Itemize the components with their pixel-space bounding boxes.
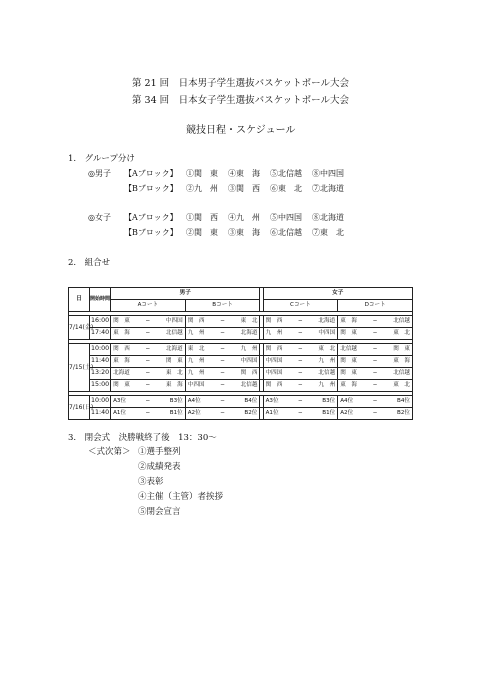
header-time: 開始時間 (90, 288, 111, 312)
team-home: A1位 (265, 409, 279, 416)
match (111, 383, 185, 389)
team-home: 中四国 (265, 357, 283, 364)
team-home: 関 東 (113, 381, 130, 388)
match-cell (263, 356, 338, 368)
match-cell (185, 396, 260, 408)
match (264, 331, 338, 337)
section3-heading: 3. 閉会式 決勝戦終了後 13：30～ (68, 433, 217, 443)
section2-heading: 2. 組合せ (68, 258, 111, 268)
team-away: 東 海 (393, 357, 410, 364)
group-team: ⑧北海道 (312, 213, 344, 222)
match-cell (185, 344, 260, 356)
group-label: ◎女子 (88, 213, 111, 222)
team-home: 東 北 (187, 345, 205, 352)
ceremony-item: ③表彰 (138, 477, 164, 487)
match-dash: − (298, 381, 303, 388)
team-home: 関 西 (265, 381, 283, 388)
match-dash: − (372, 397, 378, 404)
group-block: 【Bブロック】 (124, 228, 178, 237)
team-home: 中四国 (187, 381, 205, 388)
match-cell (111, 328, 186, 340)
match-dash: − (145, 381, 151, 388)
table-row (69, 380, 413, 392)
day-cell: 7/16(日) (69, 396, 90, 420)
match-dash: − (220, 357, 225, 364)
group-label: ◎男子 (88, 169, 111, 178)
match-dash: − (298, 397, 303, 404)
match (111, 371, 185, 377)
match (186, 359, 260, 365)
match-cell (263, 328, 338, 340)
match-cell (111, 368, 186, 380)
match-cell (338, 316, 413, 328)
group-team: ⑤北信越 (270, 169, 302, 178)
header-court-b: Bコート (185, 300, 260, 312)
match-dash: − (372, 317, 378, 324)
group-team: ⑤中四国 (270, 213, 302, 222)
match-dash: − (298, 329, 303, 336)
group-block: 【Aブロック】 (124, 213, 178, 222)
match-cell (111, 396, 186, 408)
group-team: ①関 東 (186, 169, 218, 178)
match-cell (338, 344, 413, 356)
match-dash: − (372, 345, 378, 352)
team-away: 北海道 (240, 329, 258, 336)
group-team: ④東 海 (228, 169, 260, 178)
team-home: A3位 (113, 397, 127, 404)
team-away: B4位 (397, 397, 410, 404)
team-away: 北信越 (240, 381, 258, 388)
team-away: 東 北 (240, 317, 258, 324)
time-cell: 11:40 (90, 356, 111, 368)
match-cell (263, 316, 338, 328)
match-cell (111, 380, 186, 392)
team-away: 北海道 (318, 317, 336, 324)
match (186, 399, 260, 405)
match-cell (338, 396, 413, 408)
match (338, 359, 412, 365)
match-dash: − (145, 357, 151, 364)
time-cell: 11:40 (90, 408, 111, 420)
team-home: 九 州 (187, 369, 205, 376)
match (111, 399, 185, 405)
team-away: 北海道 (165, 345, 183, 352)
team-away: 東 北 (393, 381, 410, 388)
match-dash: − (145, 369, 151, 376)
match-dash: − (372, 369, 378, 376)
match-dash: − (298, 317, 303, 324)
group-team: ⑦東 北 (312, 228, 344, 237)
team-home: 関 東 (340, 369, 358, 376)
team-away: 関 東 (393, 345, 410, 352)
table-row (69, 368, 413, 380)
group-block: 【Aブロック】 (124, 169, 178, 178)
ceremony-item: ④主催（主管）者挨拶 (138, 492, 224, 502)
team-home: A2位 (340, 409, 354, 416)
team-home: A1位 (113, 409, 127, 416)
match-dash: − (372, 409, 378, 416)
title-men: 第 21 回 日本男子学生選抜バスケットボール大会 (132, 78, 349, 89)
match (111, 331, 185, 337)
match (338, 319, 412, 325)
match-dash: − (298, 409, 303, 416)
header-court-d: Dコート (338, 300, 413, 312)
team-away: 関 西 (240, 369, 258, 376)
team-away: B2位 (244, 409, 258, 416)
match-dash: − (220, 329, 225, 336)
match-dash: − (372, 357, 378, 364)
page-subtitle: 競技日程・スケジュール (186, 125, 296, 136)
match (338, 347, 412, 353)
team-home: 北信越 (340, 345, 358, 352)
header-men: 男子 (111, 288, 260, 300)
team-away: 北信越 (165, 329, 183, 336)
match (264, 319, 338, 325)
match (186, 411, 260, 417)
team-home: 関 西 (265, 345, 283, 352)
match (186, 383, 260, 389)
table-row (69, 356, 413, 368)
match-cell (185, 356, 260, 368)
team-home: 東 海 (113, 329, 130, 336)
time-cell: 17:40 (90, 328, 111, 340)
team-home: 関 東 (340, 357, 358, 364)
match (338, 371, 412, 377)
match-dash: − (372, 329, 378, 336)
match (264, 411, 338, 417)
match-cell (185, 380, 260, 392)
match-dash: − (145, 329, 151, 336)
team-away: 東 北 (318, 345, 336, 352)
team-home: A3位 (265, 397, 279, 404)
team-home: 関 東 (340, 329, 358, 336)
match (338, 399, 412, 405)
match (264, 399, 338, 405)
match-cell (263, 396, 338, 408)
match-cell (338, 408, 413, 420)
day-cell: 7/15(土) (69, 344, 90, 392)
ceremony-item: ②成績発表 (138, 462, 181, 472)
team-away: 中四国 (165, 317, 183, 324)
team-home: 九 州 (187, 357, 205, 364)
team-away: B4位 (244, 397, 258, 404)
group-team: ③関 西 (228, 184, 260, 193)
match-dash: − (220, 345, 225, 352)
group-team: ⑥東 北 (270, 184, 302, 193)
match-dash: − (145, 397, 151, 404)
match (111, 411, 185, 417)
match-dash: − (145, 317, 151, 324)
title-women: 第 34 回 日本女子学生選抜バスケットボール大会 (132, 95, 349, 106)
match (264, 383, 338, 389)
match-cell (338, 380, 413, 392)
time-cell: 16:00 (90, 316, 111, 328)
match-cell (111, 316, 186, 328)
match-dash: − (372, 381, 378, 388)
team-home: 東 海 (340, 317, 358, 324)
match-cell (185, 368, 260, 380)
table-row (69, 328, 413, 340)
match (111, 347, 185, 353)
time-cell: 10:00 (90, 396, 111, 408)
match-cell (263, 344, 338, 356)
match (186, 319, 260, 325)
ceremony-item: ①選手整列 (138, 447, 181, 457)
team-away: B1位 (169, 409, 183, 416)
match-dash: − (298, 357, 303, 364)
match (111, 319, 185, 325)
group-block: 【Bブロック】 (124, 184, 178, 193)
match (186, 347, 260, 353)
team-away: 九 州 (318, 357, 336, 364)
team-away: 東 海 (165, 381, 183, 388)
team-home: 北海道 (113, 369, 130, 376)
match-dash: − (220, 409, 225, 416)
team-away: 東 北 (165, 369, 183, 376)
team-away: 九 州 (318, 381, 336, 388)
match (186, 371, 260, 377)
match-cell (263, 368, 338, 380)
table-row (69, 396, 413, 408)
header-court-a: Aコート (111, 300, 186, 312)
match-cell (111, 356, 186, 368)
match (264, 371, 338, 377)
match (338, 411, 412, 417)
match-cell (263, 380, 338, 392)
table-row (69, 408, 413, 420)
team-away: 東 北 (393, 329, 410, 336)
team-home: A2位 (187, 409, 201, 416)
match-cell (111, 344, 186, 356)
match-cell (338, 356, 413, 368)
group-team: ⑦北海道 (312, 184, 344, 193)
match (111, 359, 185, 365)
match-dash: − (220, 381, 225, 388)
match (264, 359, 338, 365)
match-cell (185, 316, 260, 328)
team-away: 九 州 (240, 345, 258, 352)
match (338, 331, 412, 337)
section1-heading: 1. グループ分け (68, 154, 135, 164)
group-team: ⑥北信越 (270, 228, 302, 237)
group-team: ⑧中四国 (312, 169, 344, 178)
team-home: A4位 (340, 397, 354, 404)
day-cell: 7/14(金) (69, 316, 90, 340)
team-away: B2位 (397, 409, 410, 416)
time-cell: 13:20 (90, 368, 111, 380)
team-away: B3位 (169, 397, 183, 404)
team-away: 中四国 (240, 357, 258, 364)
team-home: 関 西 (265, 317, 283, 324)
group-team: ②関 東 (186, 228, 218, 237)
team-home: 関 西 (187, 317, 205, 324)
header-court-c: Cコート (263, 300, 338, 312)
match-dash: − (298, 345, 303, 352)
match (186, 331, 260, 337)
match (264, 347, 338, 353)
team-away: B3位 (322, 397, 336, 404)
match-cell (185, 328, 260, 340)
time-cell: 15:00 (90, 380, 111, 392)
team-away: 関 東 (165, 357, 183, 364)
team-away: 北信越 (393, 317, 410, 324)
table-row (69, 344, 413, 356)
team-home: 九 州 (187, 329, 205, 336)
match-dash: − (220, 369, 225, 376)
team-away: 中四国 (318, 329, 336, 336)
match-cell (263, 408, 338, 420)
match-cell (185, 408, 260, 420)
group-team: ④九 州 (228, 213, 260, 222)
match-cell (338, 328, 413, 340)
team-home: 関 東 (113, 317, 130, 324)
group-team: ③東 海 (228, 228, 260, 237)
header-women: 女子 (263, 288, 412, 300)
group-team: ②九 州 (186, 184, 218, 193)
match-dash: − (298, 369, 303, 376)
ceremony-item: ⑤閉会宣言 (138, 507, 181, 517)
match-dash: − (220, 317, 225, 324)
team-home: 九 州 (265, 329, 283, 336)
match-dash: − (145, 345, 151, 352)
team-home: 関 西 (113, 345, 130, 352)
team-away: 北信越 (393, 369, 410, 376)
time-cell: 10:00 (90, 344, 111, 356)
team-away: 北信越 (318, 369, 336, 376)
table-row (69, 316, 413, 328)
team-away: B1位 (322, 409, 336, 416)
schedule-table (68, 287, 413, 420)
team-home: 中四国 (265, 369, 283, 376)
team-home: 東 海 (340, 381, 358, 388)
match-cell (111, 408, 186, 420)
header-day: 日 (69, 288, 90, 312)
match-dash: − (145, 409, 151, 416)
team-home: A4位 (187, 397, 201, 404)
match (338, 383, 412, 389)
match-cell (338, 368, 413, 380)
group-team: ①関 西 (186, 213, 218, 222)
ceremony-order-label: ＜式次第＞ (88, 447, 131, 457)
match-dash: − (220, 397, 225, 404)
team-home: 東 海 (113, 357, 130, 364)
